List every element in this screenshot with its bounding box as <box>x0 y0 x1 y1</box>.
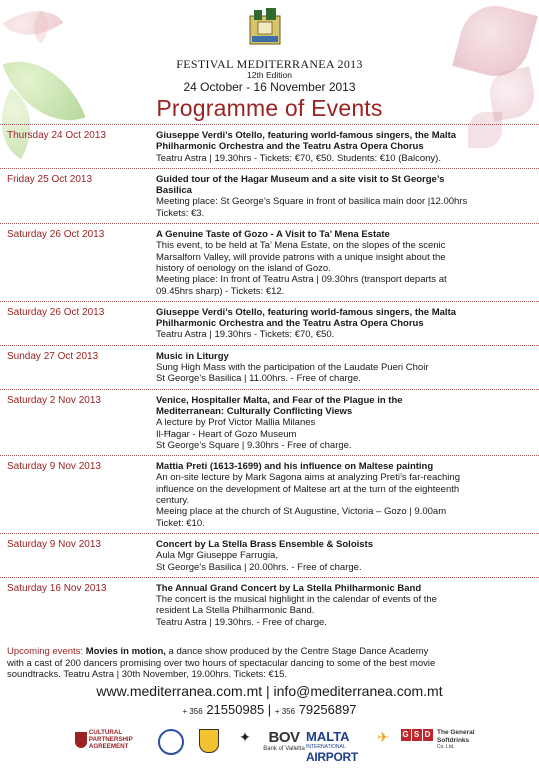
event-info-line: St George’s Basilica | 11.00hrs. - Free of charge. <box>156 373 361 385</box>
event-date: Saturday 26 Oct 2013 <box>7 306 105 318</box>
cpa-text: PARTNERSHIP <box>88 736 133 743</box>
event-details <box>156 125 539 168</box>
event-info-line: Ticket: €10. <box>156 517 205 529</box>
festival-name: FESTIVAL MEDITERRANEA 2013 <box>176 57 363 71</box>
event-title: Concert by La Stella Brass Ensemble & Soloists <box>156 538 373 550</box>
airport-malta-text: MALTA <box>306 729 350 744</box>
event-info-line: This event, to be held at Ta’ Mena Estate, on the slopes of the scenic <box>156 240 446 252</box>
upcoming-label: Upcoming events: <box>7 646 84 657</box>
gsd-letter: S <box>412 729 422 741</box>
event-info-line: Marsalforn Valley, will provide patrons with a unique insight about the <box>156 251 446 263</box>
event-title: Philharmonic Orchestra and the Teatru Astra Opera Chorus <box>156 141 424 153</box>
airport-text: AIRPORT <box>306 750 358 764</box>
event-title: Giuseppe Verdi’s Otello, featuring world-famous singers, the Malta <box>156 130 457 141</box>
event-row <box>0 223 539 301</box>
event-row <box>0 577 539 632</box>
gsd-letter: D <box>423 729 433 741</box>
event-info-line: Teatru Astra | 19.30hrs - Tickets: €70, €50. Students: €10 (Balcony). <box>156 152 441 164</box>
event-date: Saturday 16 Nov 2013 <box>7 582 107 594</box>
crest-icon <box>75 732 87 748</box>
festival-dates: 24 October - 16 November 2013 <box>183 80 356 94</box>
gsd-logo <box>398 729 436 741</box>
upcoming-text: a dance show produced by the Centre Stage Dance Academy <box>165 646 429 657</box>
event-title: A Genuine Taste of Gozo - A Visit to Ta’ Mena Estate <box>156 229 390 241</box>
event-details <box>156 346 539 389</box>
event-title: Venice, Hospitaller Malta, and Fear of the Plague in the <box>156 394 403 406</box>
event-info-line: Meeting place: St George’s Square in front of basilica main door |12.00hrs <box>156 196 468 208</box>
phone-separator: | <box>267 702 272 717</box>
event-info-line: St George’s Square | 9.30hrs - Free of charge. <box>156 439 352 451</box>
phone-prefix: + 356 <box>274 707 296 716</box>
upcoming-text: soundtracks. Teatru Astra | 30th November, 19.00hrs. Tickets: €15. <box>7 669 288 681</box>
event-date: Saturday 2 Nov 2013 <box>7 394 101 406</box>
malta-airport-logo <box>306 729 376 764</box>
festival-logo <box>246 6 284 48</box>
event-title: Giuseppe Verdi’s Otello, featuring world-famous singers, the Malta <box>156 306 457 318</box>
event-info-line: Aula Mgr Giuseppe Farrugia, <box>156 550 278 562</box>
event-details <box>156 302 539 345</box>
event-info-line: influence on the development of Maltese art at the turn of the eighteenth <box>156 483 460 495</box>
dancer-logo <box>232 729 258 746</box>
dancer-icon: ✦ <box>239 729 251 745</box>
ministry-logo <box>151 729 191 755</box>
upcoming-events <box>7 646 532 681</box>
event-details <box>156 224 539 301</box>
cpa-text: AGREEMENT <box>88 743 129 750</box>
shield-icon <box>199 729 219 753</box>
general-text: Co. Ltd. <box>437 744 455 750</box>
airport-international-text: INTERNATIONAL <box>306 744 346 750</box>
event-row <box>0 455 539 533</box>
contact-web-email[interactable]: www.mediterranea.com.mt | info@mediterranea.com.mt <box>96 683 443 699</box>
event-row <box>0 345 539 389</box>
event-title: Basilica <box>156 185 192 197</box>
event-details <box>156 169 539 223</box>
general-softdrinks-logo <box>437 729 481 752</box>
event-info-line: Il-Ħagar - Heart of Gozo Museum <box>156 428 297 440</box>
ministry-emblem-icon <box>158 729 184 755</box>
edition-label: 12th Edition <box>247 70 292 80</box>
event-title: Mattia Preti (1613-1699) and his influence on Maltese painting <box>156 461 434 473</box>
event-title: The Annual Grand Concert by La Stella Philharmonic Band <box>156 582 422 594</box>
event-info-line: St George’s Basilica | 20.00hrs. - Free of charge. <box>156 561 362 573</box>
event-info-line: Teatru Astra | 19.30hrs - Tickets: €70, €50. <box>156 329 335 341</box>
cpa-text: CULTURAL <box>88 729 123 736</box>
event-row <box>0 124 539 168</box>
event-date: Friday 25 Oct 2013 <box>7 173 93 185</box>
event-details <box>156 390 539 455</box>
event-list <box>0 124 539 632</box>
event-date: Saturday 26 Oct 2013 <box>7 229 105 241</box>
event-info-line: An on-site lecture by Mark Sagona aims at analyzing Preti’s far-reaching <box>156 472 460 484</box>
event-info-line: Teatru Astra | 19.30hrs. - Free of charge. <box>156 616 327 628</box>
phone-number[interactable]: 21550985 <box>206 702 265 717</box>
gsd-letter: G <box>402 730 409 739</box>
event-info-line: Sung High Mass with the participation of the Laudate Pueri Choir <box>156 362 429 374</box>
gozo-shield-logo <box>198 729 220 753</box>
event-title: Mediterranean: Culturally Conflicting Views <box>156 405 353 417</box>
event-info-line: history of oenology on the island of Gozo. <box>156 262 331 274</box>
event-info-line: Meeting place: In front of Teatru Astra | 09.30hrs (transport departs at <box>156 274 447 286</box>
event-info-line: 09.45hrs sharp) - Tickets: €12. <box>156 285 285 297</box>
page-title: Programme of Events <box>156 95 383 121</box>
phone-prefix: + 356 <box>182 707 203 716</box>
event-info-line: resident La Stella Philharmonic Band. <box>156 605 315 617</box>
event-details <box>156 578 539 632</box>
contact-phones <box>0 702 539 717</box>
event-date: Thursday 24 Oct 2013 <box>7 130 106 141</box>
event-title: Philharmonic Orchestra and the Teatru Astra Opera Chorus <box>156 318 424 330</box>
general-text: The General <box>437 729 475 736</box>
event-row <box>0 389 539 455</box>
event-row <box>0 301 539 345</box>
event-row <box>0 168 539 223</box>
cultural-partnership-logo <box>64 729 144 750</box>
event-details <box>156 534 539 577</box>
phone-number[interactable]: 79256897 <box>298 702 357 717</box>
event-info-line: Tickets: €3. <box>156 207 205 219</box>
event-title: Guided tour of the Hagar Museum and a site visit to St George’s <box>156 173 445 185</box>
event-info-line: The concert is the musical highlight in the calendar of events of the <box>156 594 437 606</box>
event-info-line: century. <box>156 495 190 507</box>
event-info-line: Meeing place at the church of St Augustine, Victoria – Gozo | 9.00am <box>156 506 447 518</box>
event-date: Sunday 27 Oct 2013 <box>7 350 99 362</box>
event-title: Music in Liturgy <box>156 350 229 362</box>
upcoming-highlight: Movies in motion, <box>85 646 166 657</box>
general-text: Softdrinks <box>437 736 470 744</box>
plane-icon: ✈ <box>377 729 389 745</box>
event-row <box>0 533 539 577</box>
upcoming-text: with a cast of 200 dancers promising over two hours of spectacular dancing to some of the best movie <box>7 657 436 669</box>
event-date: Saturday 9 Nov 2013 <box>7 538 101 550</box>
sponsor-bar <box>0 721 539 770</box>
event-date: Saturday 9 Nov 2013 <box>7 461 101 473</box>
bov-name: Bank of Valletta <box>263 746 305 752</box>
bov-logo-text: BOV <box>268 729 300 746</box>
event-details <box>156 456 539 533</box>
event-info-line: A lecture by Prof Victor Mallia Milanes <box>156 417 316 429</box>
bov-logo <box>262 729 306 752</box>
